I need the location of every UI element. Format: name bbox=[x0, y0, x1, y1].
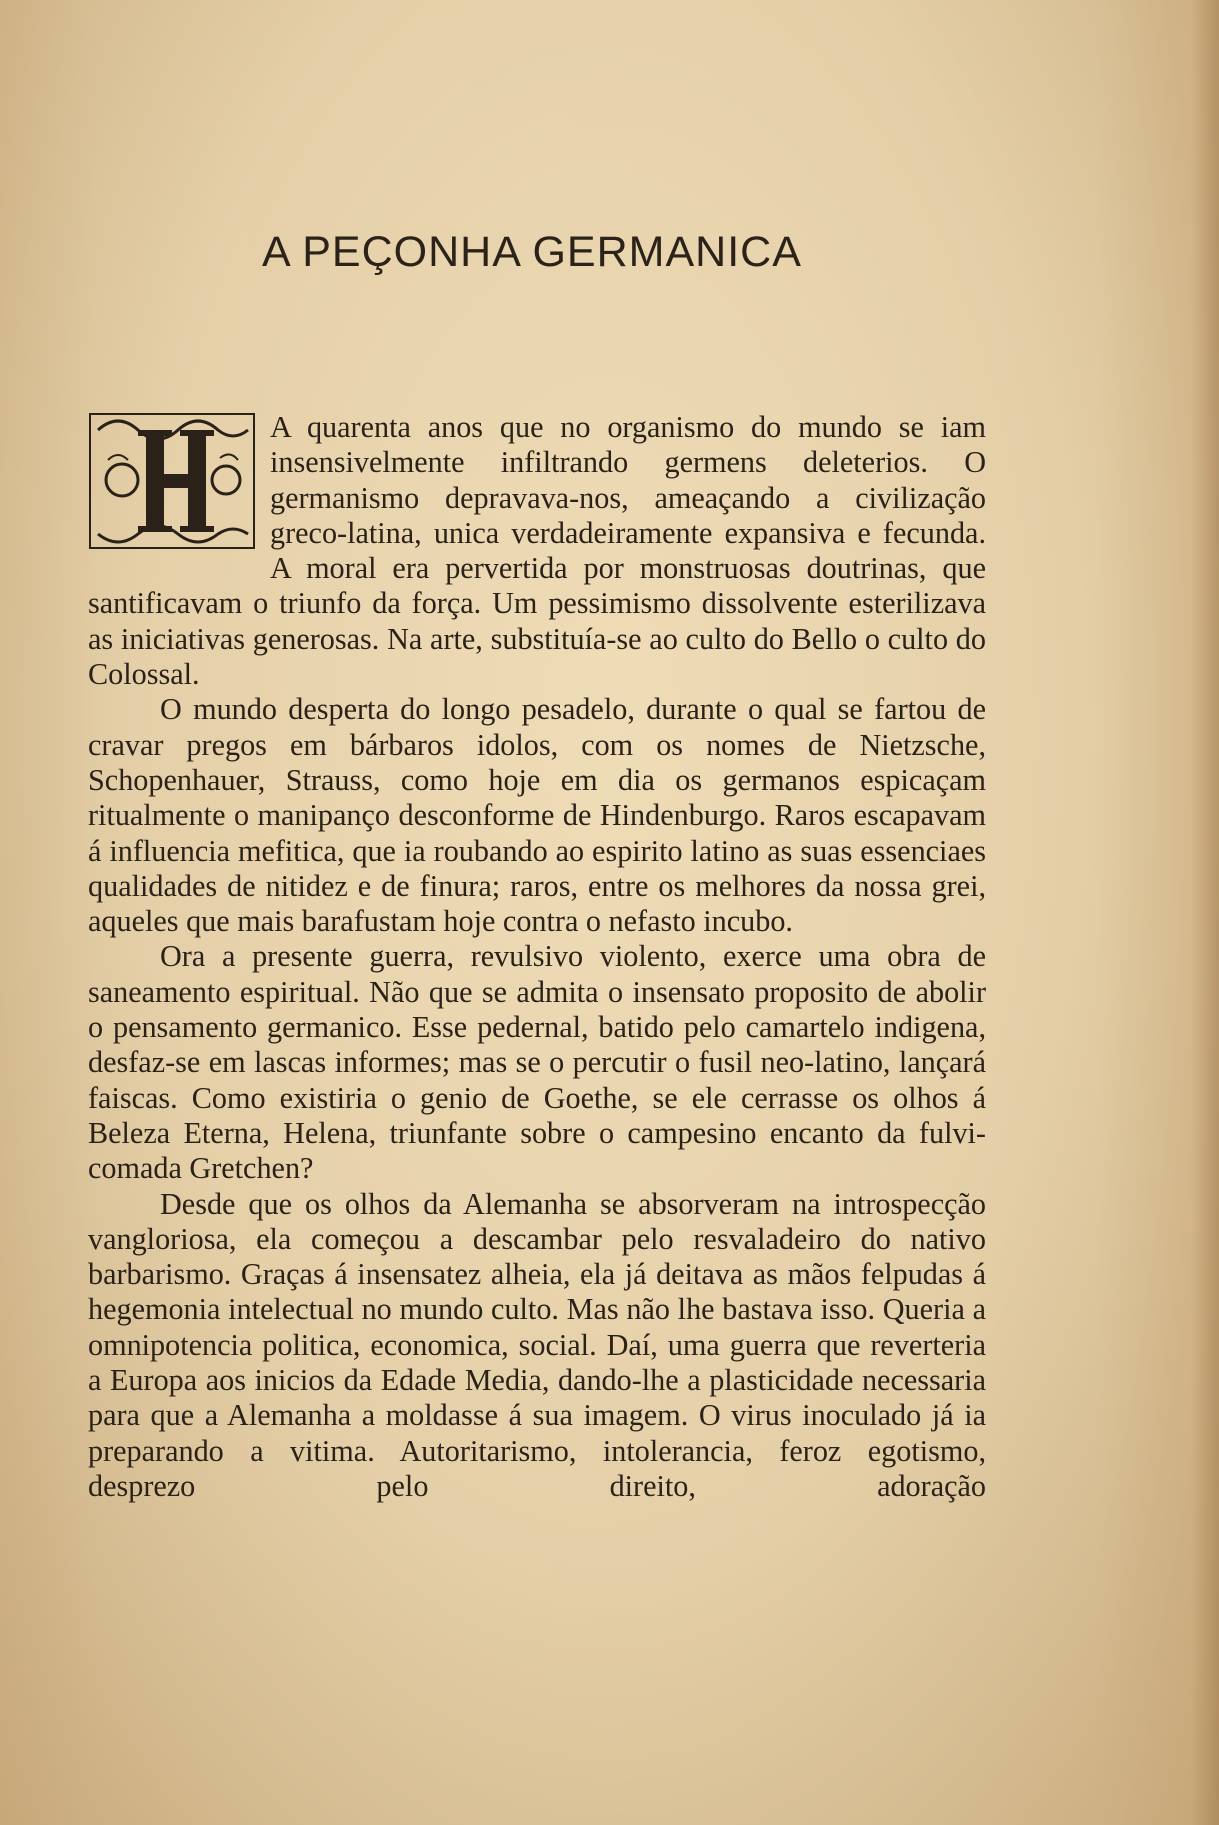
paragraph-2: O mundo desperta do longo pesadelo, durante o qual se fartou de cravar pregos em bárbaros idolos, com os nomes de Nietzsche, Schopenhauer, Strauss, como hoje em dia os germanos espicaçam ritualmente o manipanço desconforme de Hindenburgo. Raros escapavam á influencia mefitica, que ia roubando ao espirito latino as suas essenciaes qualidades de nitidez e de finura; raros, entre os melhores da nossa grei, aqueles que mais barafustam hoje contra o nefasto incubo. bbox=[88, 692, 986, 939]
page-edge-shadow bbox=[1191, 0, 1219, 1825]
paragraph-4: Desde que os olhos da Alemanha se absorveram na introspecção vangloriosa, ela começou a descambar pelo resvaladeiro do nativo barbarismo. Graças á insensatez alheia, ela já deitava as mãos felpudas á hegemonia intelectual no mundo culto. Mas não lhe bastava isso. Queria a omnipotencia politica, economica, social. Daí, uma guerra que reverteria a Europa aos inicios da Edade Media, dando-lhe a plasticidade necessaria para que a Alemanha a moldasse á sua imagem. O virus inoculado já ia preparando a vitima. Autoritarismo, intolerancia, feroz egotismo, desprezo pelo direito, adoração bbox=[88, 1186, 986, 1503]
paragraph-1: A quarenta anos que no organismo do mundo se iam insensivelmente infiltrando germens deleterios. O germanismo depravava-nos, ameaçando a civilização greco-latina, unica verdadeiramente expansiva e fecunda. A moral era pervertida por monstruosas doutrinas, que santificavam o triunfo da força. Um pessimismo dissolvente esterilizava as iniciativas generosas. Na arte, substituía-se ao culto do Bello o culto do Colossal. bbox=[88, 410, 986, 692]
chapter-body bbox=[88, 410, 986, 1504]
ornamental-drop-cap-h bbox=[88, 410, 258, 552]
paragraph-3: Ora a presente guerra, revulsivo violento, exerce uma obra de saneamento espiritual. Não que se admita o insensato proposito de abolir o pensamento germanico. Esse pedernal, batido pelo camartelo indigena, desfaz-se em lascas informes; mas se o percutir o fusil neo-latino, lançará faiscas. Como existiria o genio de Goethe, se ele cerrasse os olhos á Beleza Eterna, Helena, triunfante sobre o campesino encanto da fulvi-comada Gretchen? bbox=[88, 939, 986, 1186]
chapter-title: A PEÇONHA GERMANICA bbox=[262, 228, 802, 276]
